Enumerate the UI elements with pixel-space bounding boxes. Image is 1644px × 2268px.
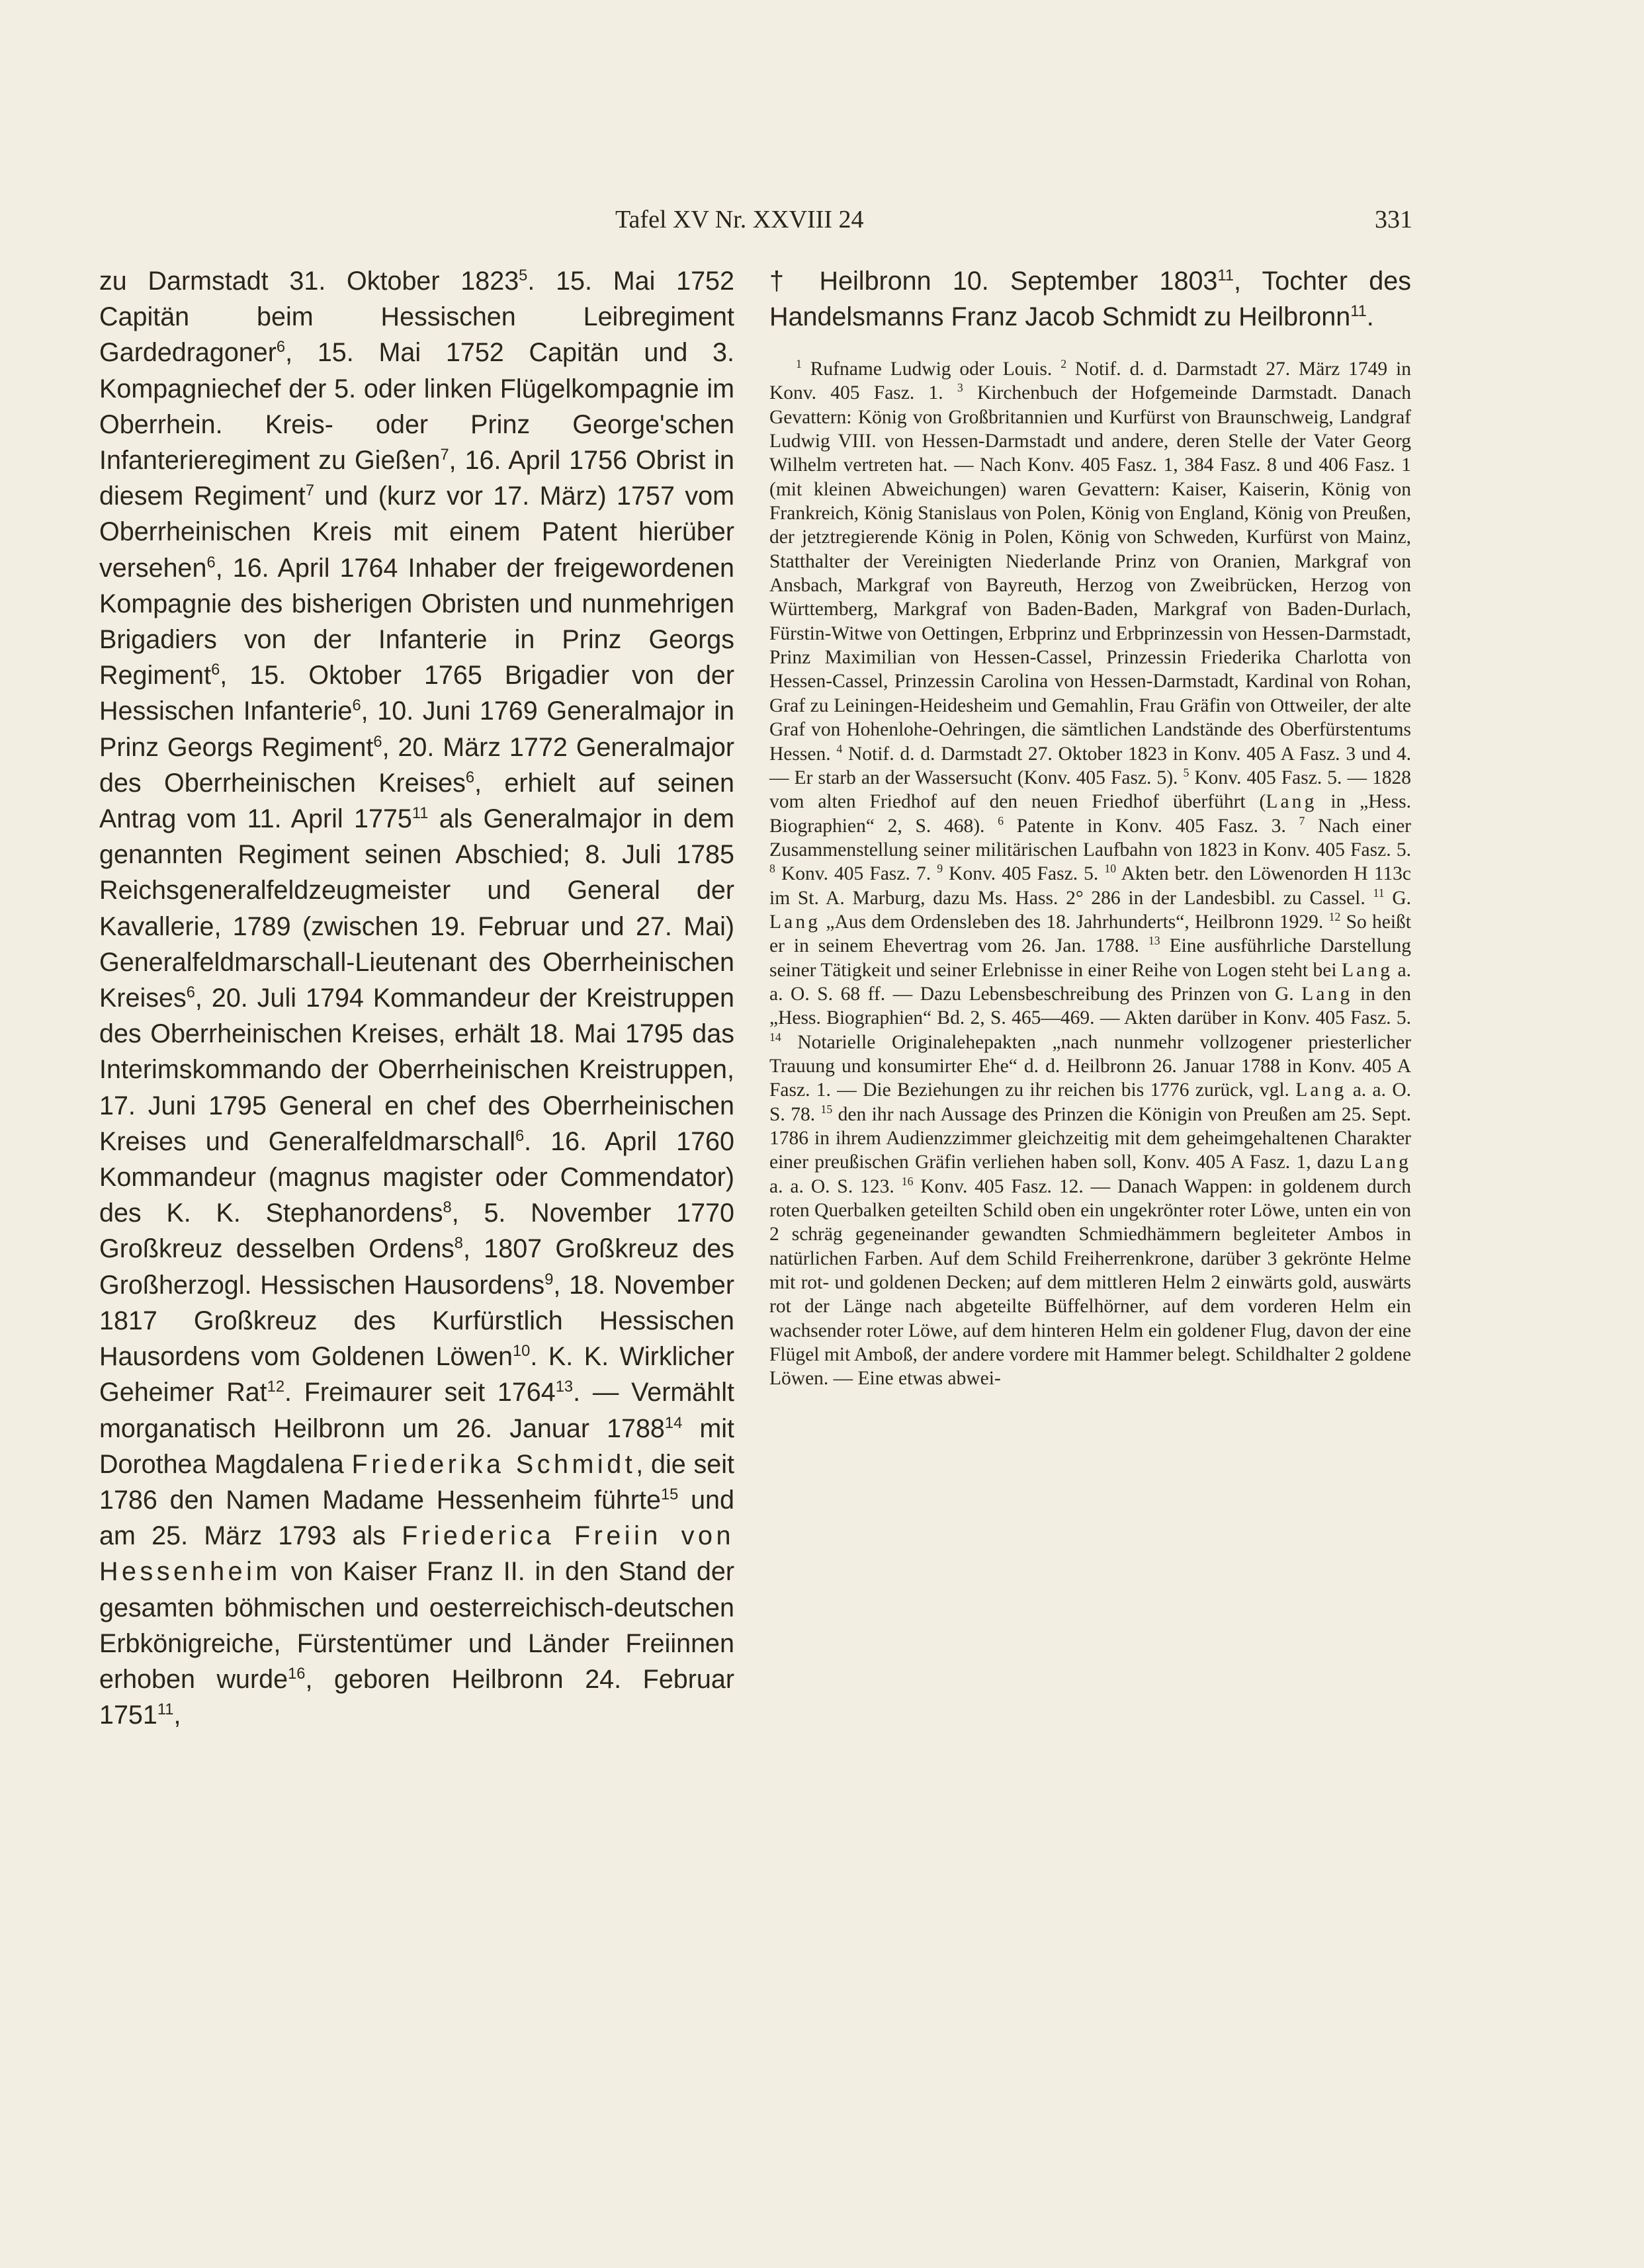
footnote-ref: 16 — [288, 1665, 306, 1683]
footnote-ref: 14 — [664, 1414, 683, 1432]
footnote-ref: 11 — [157, 1701, 174, 1718]
footnote-ref: 13 — [555, 1378, 574, 1396]
footnote-ref: 2 — [1060, 357, 1067, 371]
text-run: den ihr nach Aussage des Prinzen die Königin von Preußen am 25. Sept. 1786 in ihrem Audienzzimmer gleichzeitig mit dem geheimgehaltenen Charakter einer preußischen Gräfin verliehen haben soll, Konv. 405 A Fasz. 1, dazu — [769, 1103, 1411, 1173]
footnote-ref: 10 — [1104, 862, 1117, 876]
footnote-ref: 15 — [820, 1102, 833, 1116]
footnote-ref: 9 — [937, 862, 943, 876]
footnote-ref: 1 — [796, 357, 802, 371]
footnote-ref: 12 — [1328, 910, 1341, 924]
running-head: Tafel XV Nr. XXVIII 24 — [615, 206, 864, 233]
left-column-text — [99, 263, 734, 1733]
text-run: , 15. Oktober 1765 Brigadier von der Hessischen Infanterie — [99, 661, 734, 726]
footnote-ref: 16 — [901, 1174, 914, 1188]
text-run: , 20. März 1772 Generalmajor des Oberrheinischen Kreises — [99, 732, 735, 798]
text-run: † Heilbronn 10. September 1803 — [769, 267, 1218, 296]
text-run: , Tochter des Handelsmanns Franz Jacob Schmidt zu Heilbronn — [769, 267, 1411, 331]
footnote-ref: 10 — [512, 1342, 531, 1360]
text-run: Patente in Konv. 405 Fasz. 3. — [1003, 815, 1299, 837]
footnote-ref: 7 — [305, 482, 315, 500]
text-run: , erhielt auf seinen Antrag vom 11. April 1775 — [99, 768, 734, 834]
text-run: , 16. April 1764 Inhaber der freigewordenen Kompagnie des bisherigen Obristen und nunmehrigen Brigadiers von der Infanterie in Prinz Georgs Regiment — [99, 553, 734, 691]
text-run: Konv. 405 Fasz. 5. — [943, 863, 1105, 885]
text-run: Rufname Ludwig oder Louis. — [801, 358, 1061, 380]
text-run: , 16. April 1756 Obrist in diesem Regiment — [99, 446, 734, 511]
footnote-ref: 11 — [1217, 267, 1234, 284]
page-number: 331 — [1375, 206, 1412, 233]
footnote-ref: 6 — [211, 661, 220, 679]
text-run: „Aus dem Ordensleben des 18. Jahrhunderts“, Heilbronn 1929. — [820, 911, 1329, 933]
text-run: Notif. d. d. Darmstadt 27. Oktober 1823 in Konv. 405 A Fasz. 3 und 4. — Er starb an der Wassersucht (Konv. 405 Fasz. 5). — [769, 743, 1412, 788]
footnote-ref: 7 — [440, 446, 449, 464]
text-run: , 10. Juni 1769 Generalmajor in Prinz Georgs Regiment — [99, 696, 734, 762]
text-run: zu Darmstadt 31. Oktober 1823 — [99, 267, 519, 296]
text-run: G. — [1384, 887, 1412, 909]
footnote-ref: 11 — [411, 804, 429, 822]
text-run: . — [1366, 302, 1374, 331]
footnote-ref: 6 — [515, 1127, 525, 1145]
text-run: . K. K. Wirklicher Geheimer Rat — [99, 1342, 734, 1407]
text-run: in „Hess. Biographien“ 2, S. 468). — [769, 791, 1411, 837]
text-run: So heißt er in seinem Ehevertrag vom 26. Jan. 1788. — [769, 911, 1411, 957]
footnote-ref: 8 — [443, 1199, 452, 1217]
footnotes — [769, 357, 1411, 1391]
footnote-ref: 4 — [836, 741, 843, 755]
footnote-ref: 7 — [1299, 814, 1305, 827]
footnote-ref: 6 — [276, 339, 286, 357]
text-run: und (kurz vor 17. März) 1757 vom Oberrheinischen Kreis mit einem Patent hierüber versehen — [99, 482, 734, 583]
text-run: in den „Hess. Biographien“ Bd. 2, S. 465—469. — Akten darüber in Konv. 405 Fasz. 5. — [769, 983, 1411, 1029]
text-run: . 15. Mai 1752 Capitän beim Hessischen Leibregiment Gardedragoner — [99, 267, 734, 368]
text-run: Notarielle Originalehepakten „nach nunmehr vollzogener priesterlicher Trauung und konsumirter Ehe“ d. d. Heilbronn 26. Januar 1788 in Konv. 405 A Fasz. 1. — Die Beziehungen zu ihr reichen bis 1776 zurück, vgl. — [769, 1031, 1411, 1101]
footnote-ref: 15 — [661, 1486, 679, 1503]
footnote-ref: 9 — [544, 1271, 554, 1288]
text-run: Konv. 405 Fasz. 12. — Danach Wappen: in goldenem durch roten Querbalken geteilten Schild oben ein ungekrönter roter Löwe, unten ein von 2 schräg gegeneinander gewandten Schmiedhämmern begleiteter Ambos in natürlichen Farben. Auf dem Schild Freiherrenkrone, darüber 3 gekrönte Helme mit rot- und goldenen Decken; auf dem mittleren Helm 2 einwärts gold, auswärts rot der Länge nach abgeteilte Büffelhörner, auf dem vorderen Helm ein wachsender roter Löwe, auf dem hinteren Helm ein goldener Flug, davon der eine Flügel mit Amboß, der andere vordere mit Hammer belegt. Schildhalter 2 goldene Löwen. — Eine etwas abwei- — [769, 1175, 1411, 1390]
text-run: a. a. O. S. 68 ff. — Dazu Lebensbeschreibung des Prinzen von G. — [769, 959, 1412, 1005]
spaced-name: Lang — [1266, 791, 1317, 813]
footnote-ref: 6 — [186, 984, 195, 1001]
right-column — [769, 263, 1411, 1391]
text-run: und am 25. März 1793 als — [99, 1485, 734, 1551]
text-run: Eine ausführliche Darstellung seiner Tätigkeit und seiner Erlebnisse in einer Reihe von Logen steht bei — [769, 935, 1411, 981]
footnote-ref: 8 — [454, 1235, 463, 1253]
text-run: , — [173, 1701, 181, 1730]
text-run: , 1807 Großkreuz des Großherzogl. Hessischen Hausordens — [99, 1234, 734, 1300]
text-run: , die seit 1786 den Namen Madame Hessenheim führte — [99, 1449, 735, 1515]
text-run: , 18. November 1817 Großkreuz des Kurfürstlich Hessischen Hausordens vom Goldenen Löwen — [99, 1270, 734, 1372]
text-run: , geboren Heilbronn 24. Februar 1751 — [99, 1664, 734, 1730]
footnote-ref: 6 — [352, 697, 361, 715]
text-run: Akten betr. den Löwenorden H 113c im St. A. Marburg, dazu Ms. Hass. 2° 286 in der Landesbibl. zu Cassel. — [769, 863, 1412, 909]
text-run: Konv. 405 Fasz. 5. — 1828 vom alten Friedhof auf den neuen Friedhof überführt ( — [769, 767, 1412, 813]
page-header — [99, 198, 1412, 238]
text-run: , 15. Mai 1752 Capitän und 3. Kompagniechef der 5. oder linken Flügelkompagnie im Oberrhein. Kreis- oder Prinz George'schen Infanterieregiment zu Gießen — [99, 338, 734, 476]
footnote-ref: 6 — [206, 554, 216, 571]
footnote-ref: 6 — [465, 769, 475, 786]
footnote-ref: 14 — [769, 1030, 781, 1044]
footnote-ref: 11 — [1350, 302, 1367, 320]
spaced-name: Lang — [1341, 959, 1393, 981]
footnote-ref: 5 — [519, 267, 528, 284]
spaced-name: Lang — [769, 911, 821, 933]
text-run: als Generalmajor in dem genannten Regiment seinen Abschied; 8. Juli 1785 Reichsgeneralfeldzeugmeister und General der Kavallerie, 1789 (zwischen 19. Februar und 27. Mai) Generalfeldmarschall-Lieutenant des Oberrheinischen Kreises — [99, 804, 734, 1013]
footnote-ref: 6 — [373, 733, 382, 751]
text-run: a. a. O. S. 78. — [769, 1079, 1411, 1125]
footnote-ref: 11 — [1373, 886, 1385, 900]
spaced-name: Lang — [1301, 983, 1353, 1005]
footnote-ref: 13 — [1148, 934, 1160, 948]
text-run: Konv. 405 Fasz. 7. — [775, 863, 937, 885]
footnote-ref: 6 — [998, 814, 1004, 827]
spaced-name: Lang — [1360, 1152, 1411, 1173]
spaced-name: Lang — [1295, 1079, 1347, 1101]
footnote-ref: 8 — [769, 862, 775, 876]
right-column-text — [769, 263, 1411, 335]
spaced-name: Friederica Freiin von Hessenheim — [99, 1521, 734, 1587]
text-run: , 20. Juli 1794 Kommandeur der Kreistruppen des Oberrheinischen Kreises, erhält 18. Mai 1795 das Interimskommando der Oberrheinischen Kreistruppen, 17. Juni 1795 General en chef des Oberrheinischen Kreises und Generalfeldmarschall — [99, 984, 734, 1156]
text-run: Notif. d. d. Darmstadt 27. März 1749 in Konv. 405 Fasz. 1. — [769, 358, 1411, 404]
text-run: Nach einer Zusammenstellung seiner militärischen Laufbahn von 1823 in Konv. 405 Fasz. 5. — [769, 815, 1412, 861]
text-run: . Freimaurer seit 1764 — [284, 1378, 556, 1407]
text-run: mit Dorothea Magdalena — [99, 1413, 734, 1479]
text-run: . 16. April 1760 Kommandeur (magnus magister oder Commendator) des K. K. Stephanordens — [99, 1126, 734, 1228]
text-run: von Kaiser Franz II. in den Stand der gesamten böhmischen und oesterreichisch-deutschen Erbkönigreiche, Fürstentümer und Länder Freiinnen erhoben wurde — [99, 1557, 734, 1694]
spaced-name: Friederika Schmidt — [351, 1449, 636, 1479]
text-run: , 5. November 1770 Großkreuz desselben Ordens — [99, 1198, 735, 1264]
text-run: a. a. O. S. 123. — [769, 1175, 902, 1197]
text-run: Kirchenbuch der Hofgemeinde Darmstadt. Danach Gevattern: König von Großbritannien und Kurfürst von Braunschweig, Landgraf Ludwig VIII. von Hessen-Darmstadt und andere, deren Stelle der Vater Georg Wilhelm vertreten hat. — Nach Konv. 405 Fasz. 1, 384 Fasz. 8 und 406 Fasz. 1 (mit kleinen Abweichungen) waren Gevattern: Kaiser, Kaiserin, König von Frankreich, König Stanislaus von Polen, König von England, König von Preußen, der jetztregierende König in Polen, König von Schweden, Kurfürst von Mainz, Statthalter der Vereinigten Niederlande Prinz von Oranien, Markgraf von Ansbach, Markgraf von Bayreuth, Herzog von Zweibrücken, Herzog von Württemberg, Markgraf von Baden-Baden, Markgraf von Baden-Durlach, Fürstin-Witwe von Oettingen, Erbprinz und Erbprinzessin von Hessen-Darmstadt, Prinz Maximilian von Hessen-Cassel, Prinzessin Friederika Charlotta von Hessen-Cassel, Prinzessin Carolina von Hessen-Darmstadt, Kardinal von Rohan, Graf zu Leiningen-Heidesheim und Gemahlin, Frau Gräfin von Ottweiler, der alte Graf von Hohenlohe-Oehringen, die sämtlichen Landstände des Oberfürstentums Hessen. — [769, 382, 1411, 765]
text-run: . — Vermählt morganatisch Heilbronn um 26. Januar 1788 — [99, 1378, 734, 1443]
footnote-ref: 5 — [1183, 766, 1190, 780]
footnote-ref: 3 — [957, 381, 963, 395]
footnote-ref: 12 — [267, 1378, 285, 1396]
